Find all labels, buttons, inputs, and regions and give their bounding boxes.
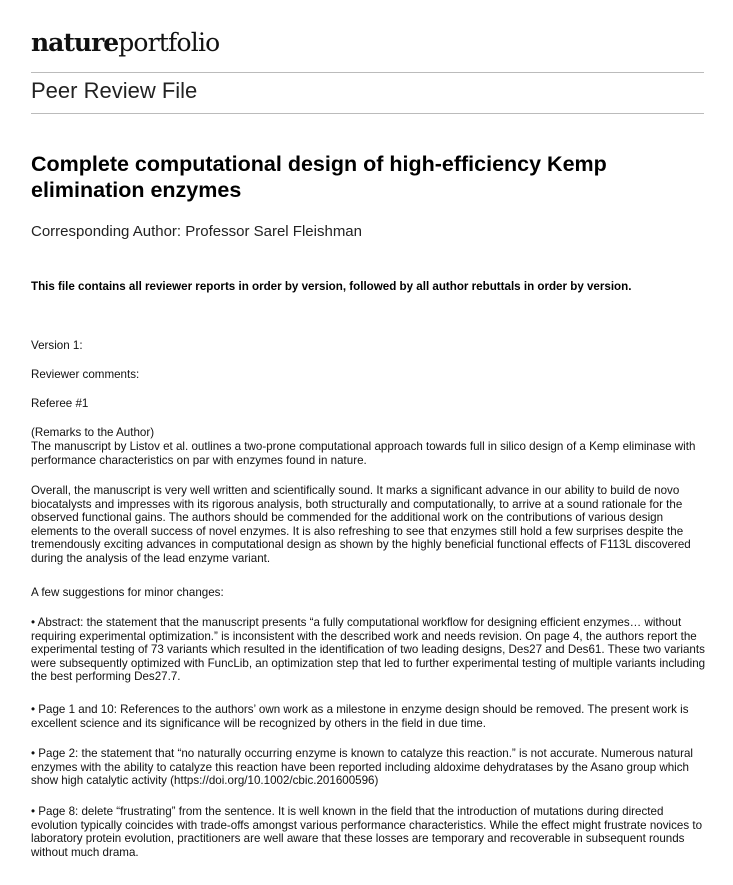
- reviewer-comments-heading: Reviewer comments:: [31, 368, 140, 381]
- review-paragraph: • Abstract: the statement that the manuscript presents “a fully computational workflow for designing efficient enzymes… without requiring experimental optimization.” is inconsistent with the described work and needs revision. On page 4, the authors report the experimental testing of 73 variants which resulted in the identification of two leading designs, Des27 and Des61. These two variants were subsequently optimized with FuncLib, an optimization step that led to further experimental testing of multiple variants including the best performing Des27.7.: [31, 616, 706, 683]
- review-paragraph: • Page 8: delete “frustrating” from the sentence. It is well known in the field that the introduction of mutations during directed evolution typically coincides with trade-offs amongst various performance characteristics. While the effect might frustrate novices to laboratory protein evolution, practitioners are well aware that these losses are temporary and recoverable in subsequent rounds without much drama.: [31, 805, 703, 859]
- file-notice: This file contains all reviewer reports in order by version, followed by all author rebuttals in order by version.: [31, 280, 632, 293]
- nature-portfolio-logo: [31, 28, 219, 58]
- review-paragraph: • Page 2: the statement that “no naturally occurring enzyme is known to catalyze this reaction.” is not accurate. Numerous natural enzymes with the ability to catalyze this reaction have been reported including aldoxime dehydratases by the Asano group which show high catalytic activity (https://doi.org/10.1002/cbic.201600596): [31, 747, 694, 787]
- review-paragraph: A few suggestions for minor changes:: [31, 586, 224, 599]
- file-label: Peer Review File: [31, 78, 198, 103]
- logo-word-nature: nature: [31, 28, 119, 57]
- review-paragraph: • Page 1 and 10: References to the authors’ own work as a milestone in enzyme design should be removed. The present work is excellent science and its significance will be recognized by others in the field in due time.: [31, 703, 689, 730]
- version-label: Version 1:: [31, 339, 83, 352]
- header-divider-bottom: [31, 113, 704, 114]
- logo-word-portfolio: portfolio: [118, 28, 220, 57]
- review-paragraph: Overall, the manuscript is very well written and scientifically sound. It marks a significant advance in our ability to build de novo biocatalysts and impresses with its rigorous analysis, both structurally and computationally, to arrive at a sound rationale for the observed functional gains. The authors should be commended for the additional work on the contributions of various design elements to the overall success of novel enzymes. It is also refreshing to see that enzymes still hold a few surprises despite the tremendously exciting advances in computational design as shown by the highly beneficial functional effects of F113L discovered during the analysis of the lead enzyme variant.: [31, 484, 691, 565]
- remarks-label: (Remarks to the Author): [31, 426, 155, 439]
- header-divider-top: [31, 72, 704, 73]
- corresponding-author: Corresponding Author: Professor Sarel Fleishman: [31, 223, 362, 240]
- referee-label: Referee #1: [31, 397, 89, 410]
- paper-title: Complete computational design of high-efficiency Kemp elimination enzymes: [31, 152, 607, 202]
- review-paragraph: The manuscript by Listov et al. outlines a two-prone computational approach towards full in silico design of a Kemp eliminase with performance characteristics on par with enzymes found in nature.: [31, 440, 696, 467]
